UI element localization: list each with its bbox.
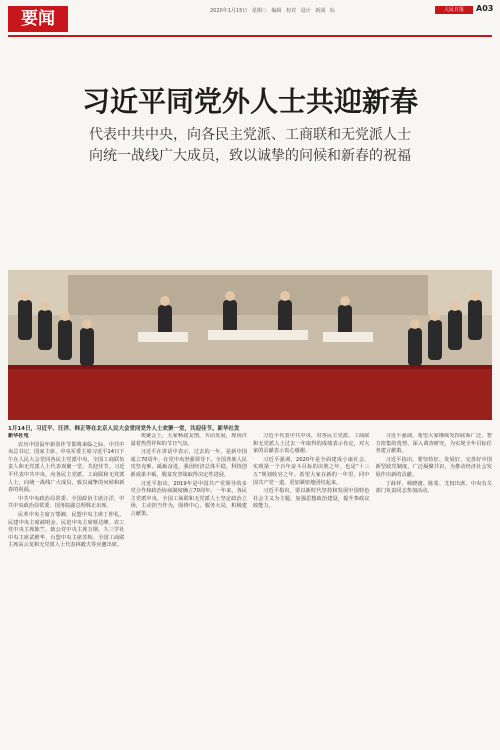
- page-number: A03: [476, 4, 494, 13]
- dateline: [210, 7, 338, 14]
- date: 2020年1月15日: [210, 8, 248, 14]
- subheadline-2: 向统一战线广大成员，致以诚挚的问候和新春的祝福: [89, 148, 411, 164]
- article-column-1: [8, 433, 125, 745]
- paragraph: 欢聚会上，大家畅叙友情，共话发展，现场洋溢着热烈祥和的节日气氛。: [130, 433, 247, 447]
- paragraph: 中共中央政治局常委、全国政协主席汪洋，中共中央政治局常委、国务院副总理韩正出席。: [8, 495, 125, 510]
- paragraph: 习近平强调，希望大家继续发挥联系广泛、智力密集的优势，深入调查研究，为实现全年目标任务建言献策。: [375, 433, 492, 455]
- article-column-2: [131, 433, 248, 745]
- designer-label: 设计: [300, 8, 311, 14]
- paragraph: 丁薛祥、杨晓渡、陈希、尤权出席，中央有关部门负责同志参加活动。: [375, 480, 492, 495]
- proofreader-label: 校对: [286, 8, 297, 14]
- photo-illustration: [8, 270, 492, 420]
- article-column-3: [253, 433, 370, 745]
- header-rule: [8, 35, 492, 37]
- paragraph: 民革中央主席万鄂湘、民盟中央主席丁仲礼、民建中央主席郝明金、民进中央主席蔡达峰、农工党中央主席陈竺、致公党中央主席万钢、九三学社中央主席武维华、台盟中央主席苏辉、全国工商联主席高云龙和无党派人士代表林毅夫等应邀出席。: [8, 511, 125, 549]
- article-body: [8, 433, 492, 745]
- paragraph: 习近平指出，2019年是中国共产党领导的多党合作和政治协商制度确立70周年。一年来，各民主党派中央、全国工商联和无党派人士坚定政治立场，主动担当作为，围绕中心，服务大局，积极建言献策。: [130, 480, 247, 517]
- headline: 习近平同党外人士共迎新春: [81, 85, 418, 118]
- paragraph: 习近平在讲话中表示，过去的一年，是新中国成立70周年，在党中央坚强领导下，全国各族人民攻坚克难、砥砺奋进，我国经济总体平稳，科技创新成果丰硕，脱贫攻坚战取得决定性进展。: [130, 449, 247, 478]
- paragraph: 农历中国鼠年新春佳节即将来临之际，中共中央总书记、国家主席、中央军委主席习近平14日下午在人民大会堂同各民主党派中央、全国工商联负责人和无党派人士代表欢聚一堂，共迎佳节。习近平代表中共中央，向各民主党派、工商联和无党派人士，向统一战线广大成员，致以诚挚的问候和新春的祝福。: [8, 441, 125, 494]
- section-title: 要闻: [8, 6, 68, 32]
- news-label: 新闻: [315, 8, 326, 14]
- photo-caption: 1月14日，习近平、汪洋、韩正等在北京人民大会堂同党外人士欢聚一堂，共迎佳节。新华社发: [8, 426, 240, 432]
- paragraph: 习近平代表中共中央，对各民主党派、工商联和无党派人士过去一年取得的成绩表示肯定，对大家的贡献表示衷心感谢。: [253, 433, 370, 455]
- meeting-room-photo: [8, 270, 492, 420]
- article-column-4: [376, 433, 493, 745]
- masthead: [0, 0, 500, 36]
- weekday: 星期三: [251, 8, 267, 14]
- paragraph: 习近平指出，要坚持好、发展好、完善好中国新型政党制度，广泛凝聚共识，为推动经济社会发展作出新的贡献。: [375, 456, 492, 478]
- paragraph: 习近平强调，2020年是全面建成小康社会、实现第一个百年奋斗目标的决胜之年，也是“十三五”规划收官之年。希望大家在新的一年里，同中国共产党一道，更加紧密地团结起来。: [253, 456, 370, 486]
- editor-label: 编辑: [271, 8, 282, 14]
- paragraph: 习近平指出，要以新时代坚持和发展中国特色社会主义为主题，加强思想政治建设，提升参政议政能力。: [253, 488, 370, 510]
- publication-badge: 人民日报: [435, 6, 473, 14]
- byline: 新华社电: [8, 433, 29, 439]
- subheadline-1: 代表中共中央，向各民主党派、工商联和无党派人士: [89, 127, 411, 143]
- mark-label: 标: [329, 8, 335, 14]
